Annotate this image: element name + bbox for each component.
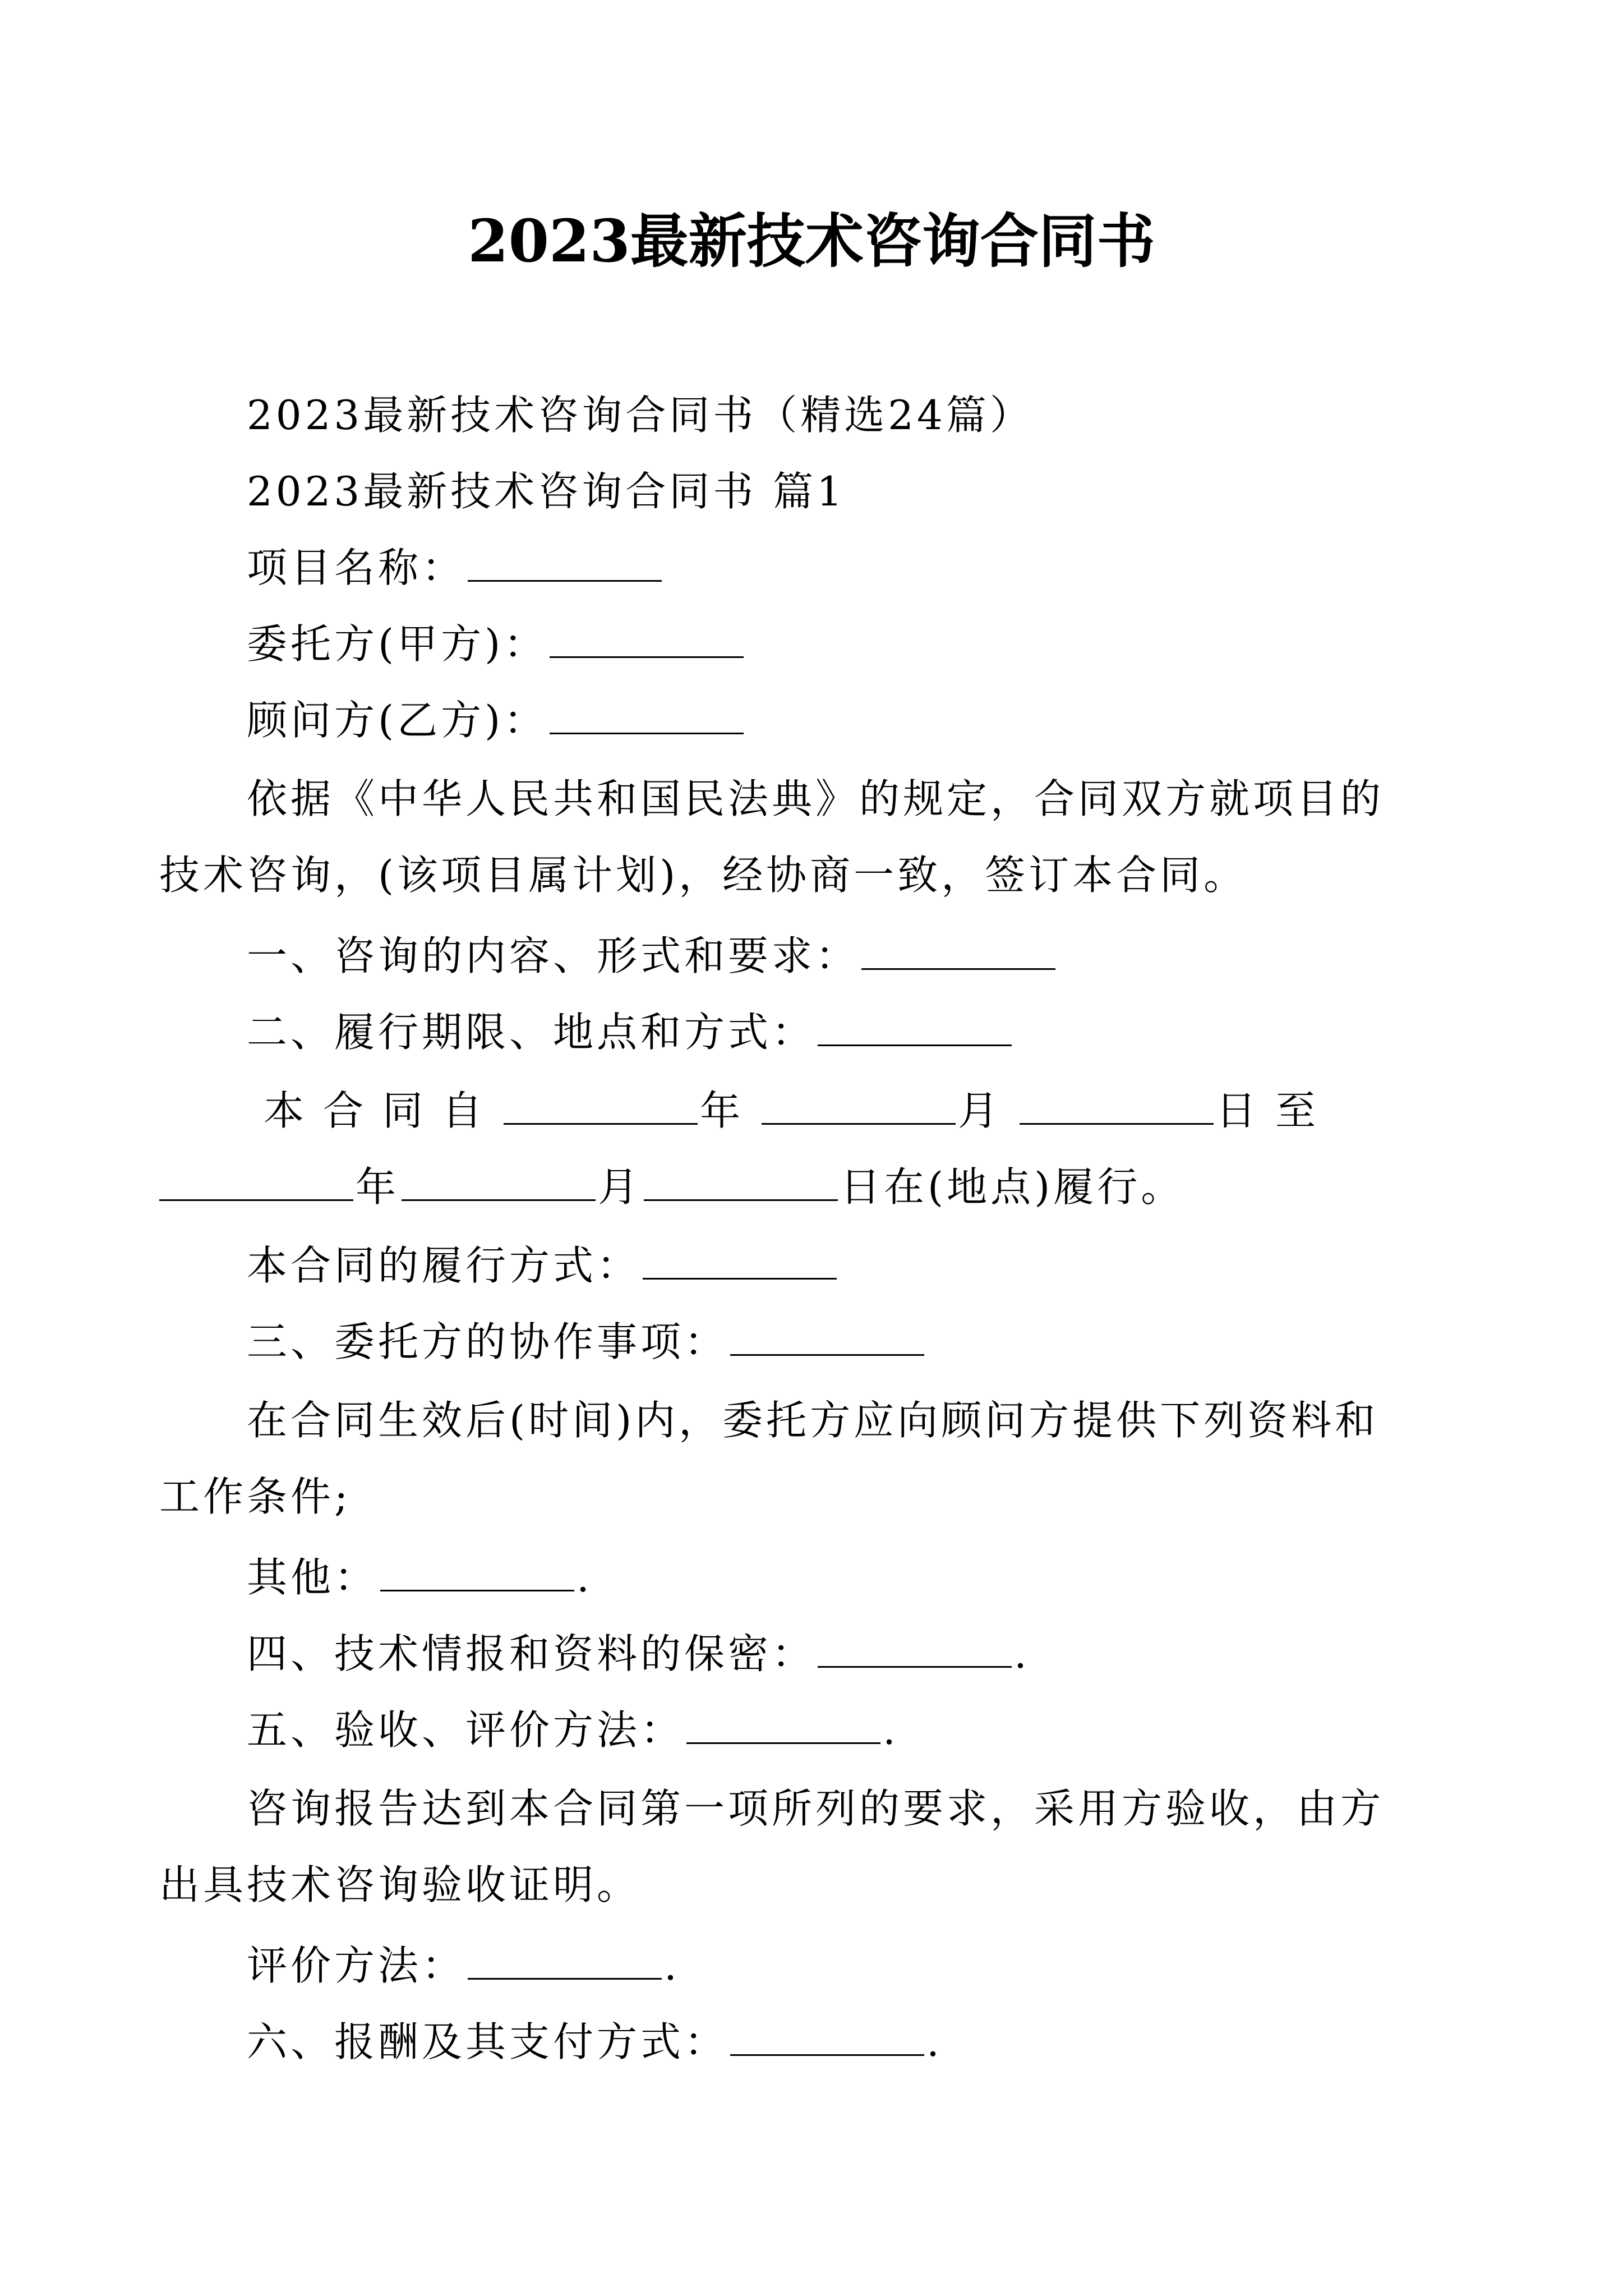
section-heading-text: 2023最新技术咨询合同书 篇1 (247, 468, 846, 515)
clause-3-label: 三、委托方的协作事项： (247, 1318, 728, 1365)
client-line (247, 606, 1391, 682)
clause-6-blank (730, 2021, 924, 2056)
clause-1-label: 一、咨询的内容、形式和要求： (247, 932, 860, 979)
term-end-year-blank (159, 1166, 353, 1201)
client-label: 委托方(甲方)： (247, 620, 548, 668)
cooperation-paragraph (159, 1382, 1393, 1535)
subtitle-line (247, 377, 1391, 453)
term-end-month-text: 月 (598, 1163, 642, 1211)
term-month-text: 月 (958, 1087, 1018, 1134)
term-start-month-blank (762, 1089, 956, 1125)
evaluation-period: . (664, 1942, 680, 1989)
clause-1-line (247, 918, 1391, 994)
clause-3-blank (730, 1320, 924, 1356)
term-day-to-text: 日至 (1216, 1087, 1335, 1134)
consultant-blank (550, 699, 744, 734)
term-end-day-blank (644, 1166, 838, 1201)
term-line-1 (264, 1073, 1408, 1149)
term-end-month-blank (402, 1166, 596, 1201)
evaluation-blank (468, 1944, 662, 1980)
subtitle-text: 2023最新技术咨询合同书（精选24篇） (247, 392, 1034, 439)
other-label: 其他： (247, 1554, 379, 1601)
term-end-place-text: 日在(地点)履行。 (840, 1163, 1185, 1211)
clause-6-period: . (926, 2018, 943, 2065)
term-line-2 (247, 1149, 1391, 1225)
clause-5-line (247, 1692, 1391, 1768)
section-heading (247, 453, 1391, 530)
clause-4-label: 四、技术情报和资料的保密： (247, 1630, 816, 1677)
client-blank (550, 623, 744, 658)
term-start-day-blank (1020, 1089, 1214, 1125)
cooperation-text: 在合同生效后(时间)内，委托方应向顾问方提供下列资料和工作条件; (159, 1397, 1379, 1520)
other-period: . (577, 1554, 593, 1601)
term-start-year-blank (504, 1089, 698, 1125)
acceptance-text: 咨询报告达到本合同第一项所列的要求，采用方验收，由方出具技术咨询验收证明。 (159, 1785, 1385, 1908)
clause-5-period: . (883, 1706, 899, 1754)
term-end-year-text: 年 (356, 1163, 400, 1211)
performance-method-label: 本合同的履行方式： (247, 1242, 641, 1289)
term-start-text: 本合同自 (264, 1087, 502, 1134)
clause-4-period: . (1014, 1630, 1030, 1677)
consultant-line (247, 682, 1391, 758)
clause-2-blank (818, 1011, 1012, 1046)
project-name-line (247, 530, 1391, 606)
term-year-text: 年 (700, 1087, 760, 1134)
basis-paragraph (159, 761, 1393, 913)
performance-method-line (247, 1227, 1391, 1304)
clause-4-line (247, 1616, 1391, 1692)
project-name-blank (468, 546, 662, 582)
clause-5-label: 五、验收、评价方法： (247, 1706, 685, 1754)
clause-1-blank (861, 935, 1055, 970)
basis-text: 依据《中华人民共和国民法典》的规定，合同双方就项目的技术咨询，(该项目属计划)，经协商一致，签订本合同。 (159, 775, 1385, 899)
other-blank (380, 1556, 574, 1591)
clause-4-blank (818, 1632, 1012, 1668)
evaluation-line (247, 1927, 1391, 2004)
document-title: 2023最新技术咨询合同书 (468, 206, 1155, 275)
clause-2-label: 二、履行期限、地点和方式： (247, 1009, 816, 1056)
evaluation-label: 评价方法： (247, 1942, 466, 1989)
clause-2-line (247, 994, 1391, 1070)
clause-6-label: 六、报酬及其支付方式： (247, 2018, 728, 2065)
other-line (247, 1539, 1391, 1616)
consultant-label: 顾问方(乙方)： (247, 697, 548, 744)
acceptance-paragraph (159, 1770, 1393, 1923)
clause-6-line (247, 2004, 1391, 2080)
clause-5-blank (686, 1709, 880, 1744)
performance-method-blank (643, 1244, 837, 1280)
clause-3-line (247, 1304, 1391, 1380)
project-name-label: 项目名称： (247, 544, 466, 591)
